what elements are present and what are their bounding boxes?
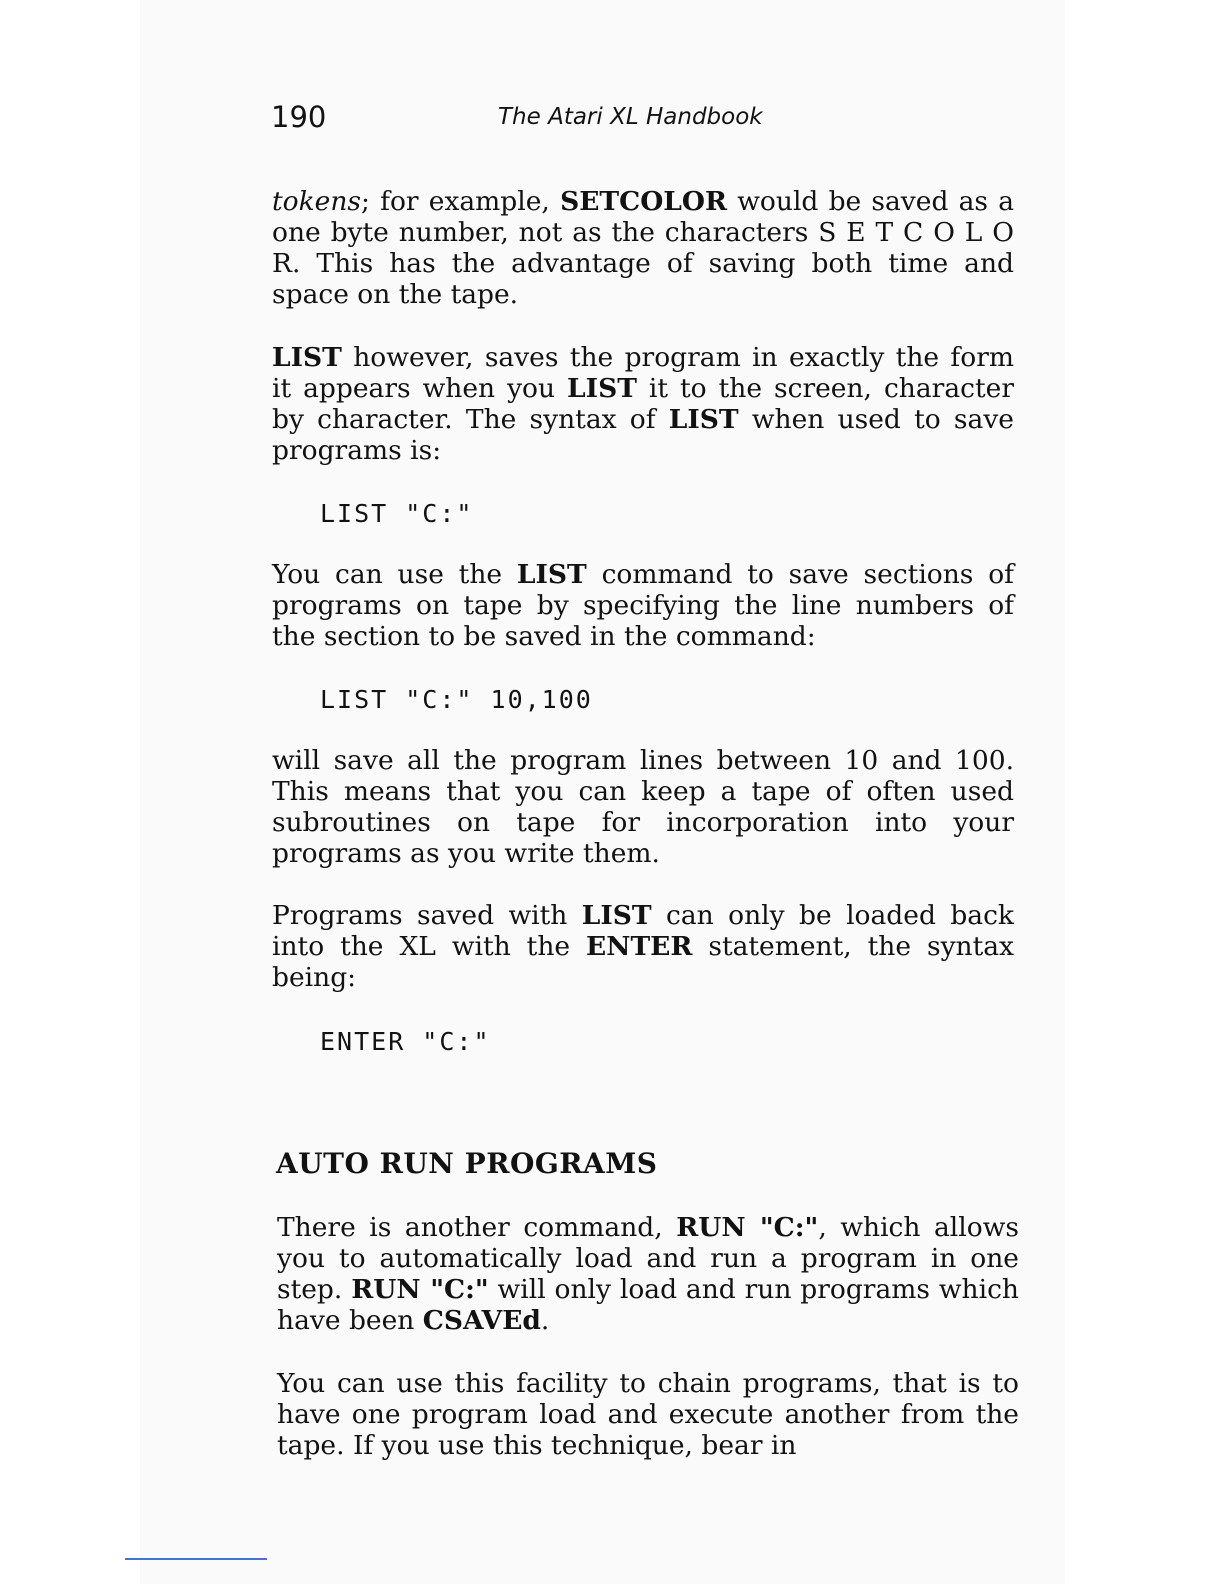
keyword-list: LIST (272, 342, 342, 373)
text-run: , which allows you to automatically load and run a program in one step. (277, 1212, 1019, 1305)
keyword-setcolor: SETCOLOR (560, 186, 728, 217)
text-run: You can use this facility to chain programs, that is to have one program load and execute another from the tape. If you use this technique, bear in (277, 1368, 1019, 1461)
paragraph-run-command (277, 1212, 1019, 1336)
text-run: when used to save programs is: (272, 404, 1014, 466)
code-example-list-range: LIST "C:" 10,100 (320, 685, 593, 714)
text-run: however, saves the program in exactly the form it appears when you (272, 342, 1014, 404)
running-title: The Atari XL Handbook (498, 104, 763, 130)
page-number: 190 (271, 100, 327, 134)
keyword-run: RUN "C:" (351, 1274, 489, 1305)
keyword-list: LIST (581, 900, 652, 931)
text-run: it to the screen, character by character. The syntax of (272, 373, 1014, 435)
text-run: There is another command, (277, 1212, 677, 1243)
keyword-list: LIST (567, 373, 637, 404)
text-run: command to save sections of programs on tape by specifying the line numbers of the section to be saved in the command: (272, 559, 1014, 652)
code-example-list: LIST "C:" (320, 499, 474, 528)
text-run: Programs saved with (272, 900, 582, 931)
keyword-list: LIST (516, 559, 587, 590)
section-heading: AUTO RUN PROGRAMS (276, 1147, 658, 1180)
text-run: can only be loaded back into the XL with the (272, 900, 1014, 962)
paragraph-chain (277, 1368, 1019, 1461)
italic-term: tokens (272, 186, 362, 217)
keyword-run: RUN "C:" (676, 1212, 819, 1243)
keyword-csaved: CSAVEd (422, 1305, 541, 1336)
text-run: statement, the syntax being: (272, 931, 1015, 993)
paragraph-tokens (272, 186, 1014, 310)
text-run: . (540, 1305, 550, 1336)
paragraph-list-intro (272, 342, 1014, 466)
text-run: ; for example, (361, 186, 561, 217)
text-run: would be saved as a one byte number, not as the characters S E T C O L O R. This has the advantage of saving both time and space on the tape. (272, 186, 1015, 310)
keyword-enter: ENTER (586, 931, 693, 962)
bottom-rule (125, 1558, 267, 1560)
text-run: will only load and run programs which have been (277, 1274, 1019, 1336)
paragraph-enter (272, 900, 1014, 993)
text-run: You can use the (272, 559, 517, 590)
code-example-enter: ENTER "C:" (320, 1027, 491, 1056)
text-run: will save all the program lines between 10 and 100. This means that you can keep a tape of often used subroutines on tape for incorporation into your programs as you write them. (272, 745, 1014, 869)
keyword-list: LIST (668, 404, 739, 435)
paragraph-save-lines (272, 745, 1014, 869)
paragraph-list-sections (272, 559, 1014, 652)
